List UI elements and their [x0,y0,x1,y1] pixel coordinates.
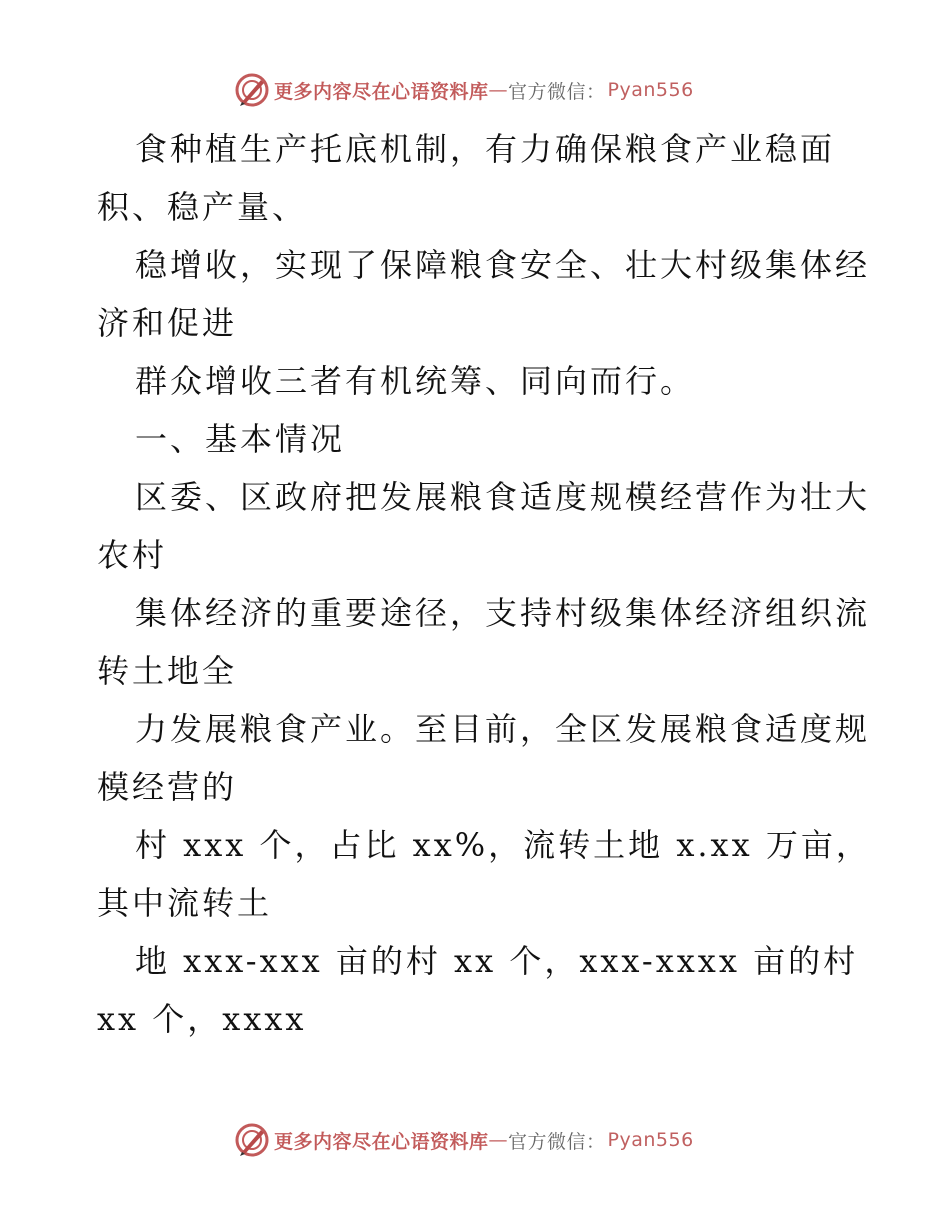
pen-logo-icon [234,1122,270,1158]
text-line: 群众增收三者有机统筹、同向而行。 [135,362,696,400]
section-heading: 一、基本情况 [135,420,346,458]
watermark-official-text: 官方微信： [508,1130,606,1153]
header-watermark [234,70,694,110]
watermark-site-text: 更多内容尽在心语资料库 [274,80,489,103]
watermark-official-text: 官方微信： [508,80,606,103]
text-line: 村 xxx 个，占比 xx%，流转土地 x.xx 万亩， [135,826,871,864]
watermark-dash: — [488,1129,509,1151]
text-line: 稳增收，实现了保障粮食安全、壮大村级集体经 [135,246,871,284]
pen-logo-icon [234,72,270,108]
text-line: 地 xxx-xxx 亩的村 xx 个，xxx-xxxx 亩的村 [135,942,859,980]
text-line: 转土地全 [97,652,238,690]
watermark-dash: — [488,79,509,101]
text-line: 力发展粮食产业。至目前，全区发展粮食适度规 [135,710,871,748]
watermark-wechat-id: Pyan556 [607,1129,694,1151]
text-line: 其中流转土 [97,884,273,922]
text-line: 模经营的 [97,768,238,806]
document-body [97,120,871,1048]
text-line: 集体经济的重要途径，支持村级集体经济组织流 [135,594,871,632]
watermark-site-text: 更多内容尽在心语资料库 [274,1130,489,1153]
text-line: 济和促进 [97,304,238,342]
text-line: 积、稳产量、 [97,188,308,226]
footer-watermark [234,1120,694,1160]
text-line: 区委、区政府把发展粮食适度规模经营作为壮大 [135,478,871,516]
text-line: xx 个，xxxx [97,1000,307,1038]
watermark-wechat-id: Pyan556 [607,79,694,101]
text-line: 食种植生产托底机制，有力确保粮食产业稳面 [135,130,836,168]
text-line: 农村 [97,536,168,574]
